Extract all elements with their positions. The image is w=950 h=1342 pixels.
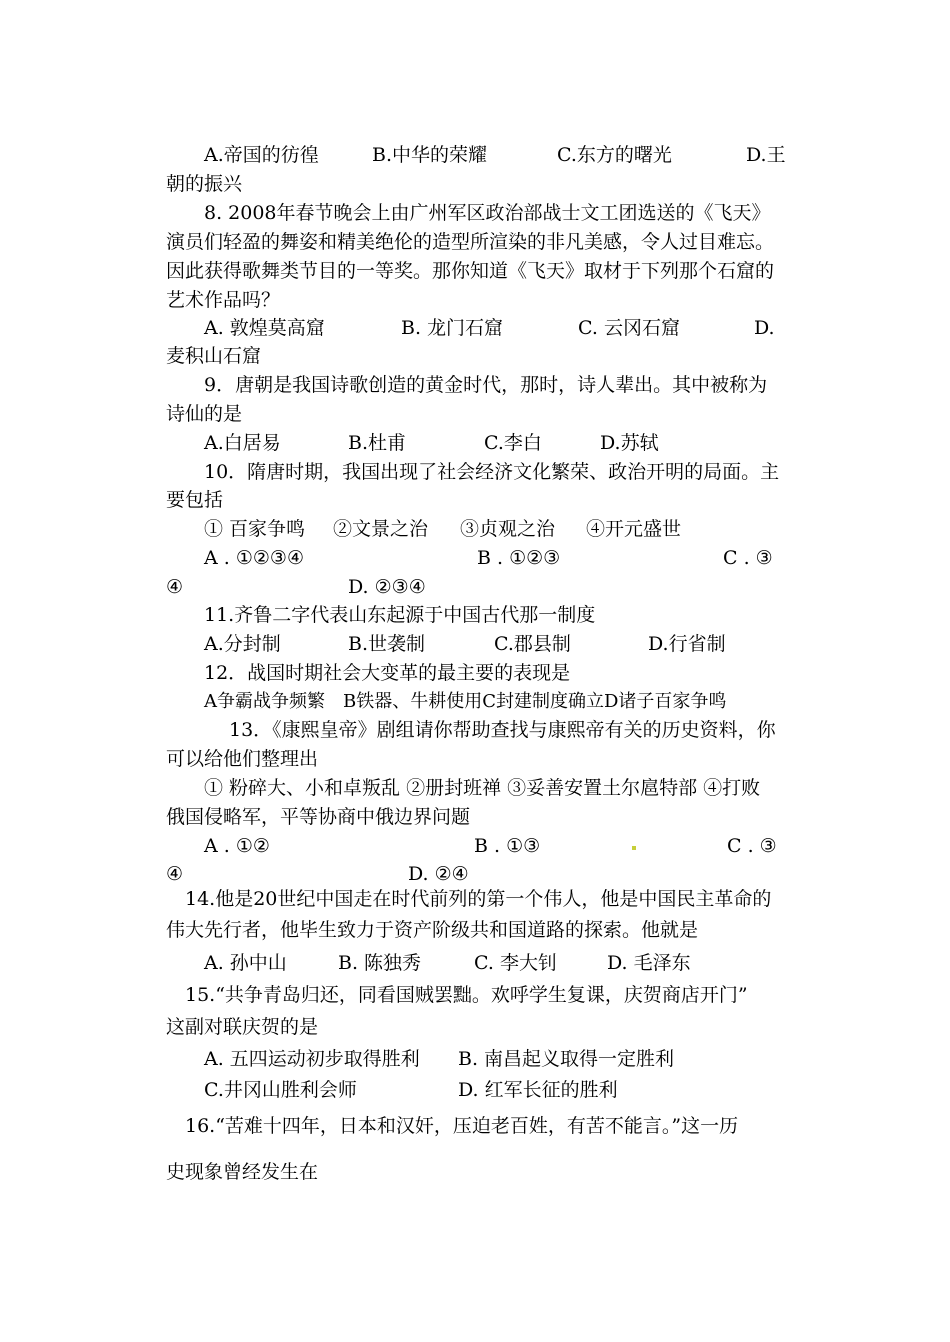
q10-option-c: C . ③ [723, 547, 773, 569]
q13-items-line: ① 粉碎大、小和卓叛乱 ②册封班禅 ③妥善安置土尔扈特部 ④打败 [204, 777, 761, 799]
q9-stem-line: 诗仙的是 [166, 403, 243, 425]
q8-option-d: D. [754, 317, 775, 339]
q9-option-b: B.杜甫 [348, 432, 407, 454]
q8-option-b: B. 龙门石窟 [401, 317, 504, 339]
q8-option-c: C. 云冈石窟 [578, 317, 680, 339]
q7-option-a: A.帝国的彷徨 [204, 144, 319, 166]
q14-option-b: B. 陈独秀 [338, 952, 422, 974]
q10-stem-line: 10．隋唐时期，我国出现了社会经济文化繁荣、政治开明的局面。主 [204, 461, 780, 483]
q14-option-a: A. 孙中山 [204, 952, 287, 974]
q14-stem-line: 14.他是20世纪中国走在时代前列的第一个伟人，他是中国民主革命的 [185, 888, 772, 910]
q14-stem-line: 伟大先行者，他毕生致力于资产阶级共和国道路的探索。他就是 [166, 919, 699, 941]
q8-stem-line: 因此获得歌舞类节目的一等奖。那你知道《飞天》取材于下列那个石窟的 [166, 260, 775, 282]
q16-stem-line: 史现象曾经发生在 [166, 1161, 319, 1183]
q11-option-a: A.分封制 [204, 633, 281, 655]
q9-stem-line: 9．唐朝是我国诗歌创造的黄金时代，那时，诗人辈出。其中被称为 [204, 374, 768, 396]
q10-item: ① 百家争鸣 [204, 518, 306, 540]
q9-option-a: A.白居易 [204, 432, 281, 454]
q11-option-b: B.世袭制 [348, 633, 426, 655]
q15-stem-line: 15.“共争青岛归还，同看国贼罢黜。欢呼学生复课，庆贺商店开门” [185, 984, 748, 1006]
q8-option-a: A. 敦煌莫高窟 [204, 317, 325, 339]
q9-option-d: D.苏轼 [600, 432, 659, 454]
q12-stem: 12．战国时期社会大变革的最主要的表现是 [204, 662, 571, 684]
q15-option-d: D. 红军长征的胜利 [458, 1079, 618, 1101]
q12-options: A争霸战争频繁 B铁器、牛耕使用C封建制度确立D诸子百家争鸣 [204, 691, 727, 712]
q8-stem-line: 8. 2008年春节晚会上由广州军区政治部战士文工团选送的《飞天》 [204, 202, 771, 224]
q13-stem-line: 13．《康熙皇帝》剧组请你帮助查找与康熙帝有关的历史资料，你 [229, 719, 776, 741]
stray-mark [632, 846, 636, 850]
q7-option-b: B.中华的荣耀 [372, 144, 488, 166]
q13-option-c-cont: ④ [166, 863, 184, 885]
q14-option-d: D. 毛泽东 [607, 952, 691, 974]
q13-option-a: A . ①② [204, 835, 270, 857]
q15-option-b: B. 南昌起义取得一定胜利 [458, 1048, 675, 1070]
q8-option-d-cont: 麦积山石窟 [166, 345, 262, 367]
q11-option-c: C.郡县制 [494, 633, 571, 655]
q13-option-b: B . ①③ [474, 835, 541, 857]
q7-option-d: D.王 [746, 144, 786, 166]
q15-stem-line: 这副对联庆贺的是 [166, 1016, 319, 1038]
q10-item: ②文景之治 [333, 518, 429, 540]
q8-stem-line: 演员们轻盈的舞姿和精美绝伦的造型所渲染的非凡美感，令人过目难忘。 [166, 231, 775, 253]
q15-option-c: C.井冈山胜利会师 [204, 1079, 357, 1101]
q13-stem-line: 可以给他们整理出 [166, 748, 319, 770]
q8-stem-line: 艺术作品吗？ [166, 289, 281, 311]
q11-option-d: D.行省制 [648, 633, 726, 655]
q11-stem: 11.齐鲁二字代表山东起源于中国古代那一制度 [204, 604, 596, 626]
q15-option-a: A. 五四运动初步取得胜利 [204, 1048, 420, 1070]
q13-items-line: 俄国侵略军，平等协商中俄边界问题 [166, 806, 471, 828]
q9-option-c: C.李白 [484, 432, 542, 454]
q10-item: ④开元盛世 [586, 518, 682, 540]
q7-option-c: C.东方的曙光 [557, 144, 672, 166]
q16-stem-line: 16.“苦难十四年，日本和汉奸，压迫老百姓，有苦不能言。”这一历 [185, 1115, 739, 1137]
q7-option-d-cont: 朝的振兴 [166, 173, 243, 195]
q14-option-c: C. 李大钊 [474, 952, 557, 974]
q13-option-d: D. ②④ [408, 863, 469, 885]
q13-option-c: C . ③ [727, 835, 777, 857]
q10-option-c-cont: ④ [166, 576, 184, 598]
q10-option-d: D. ②③④ [348, 576, 426, 598]
q10-option-b: B . ①②③ [477, 547, 561, 569]
q10-item: ③贞观之治 [460, 518, 556, 540]
q10-option-a: A . ①②③④ [204, 547, 304, 569]
q10-stem-line: 要包括 [166, 489, 224, 511]
